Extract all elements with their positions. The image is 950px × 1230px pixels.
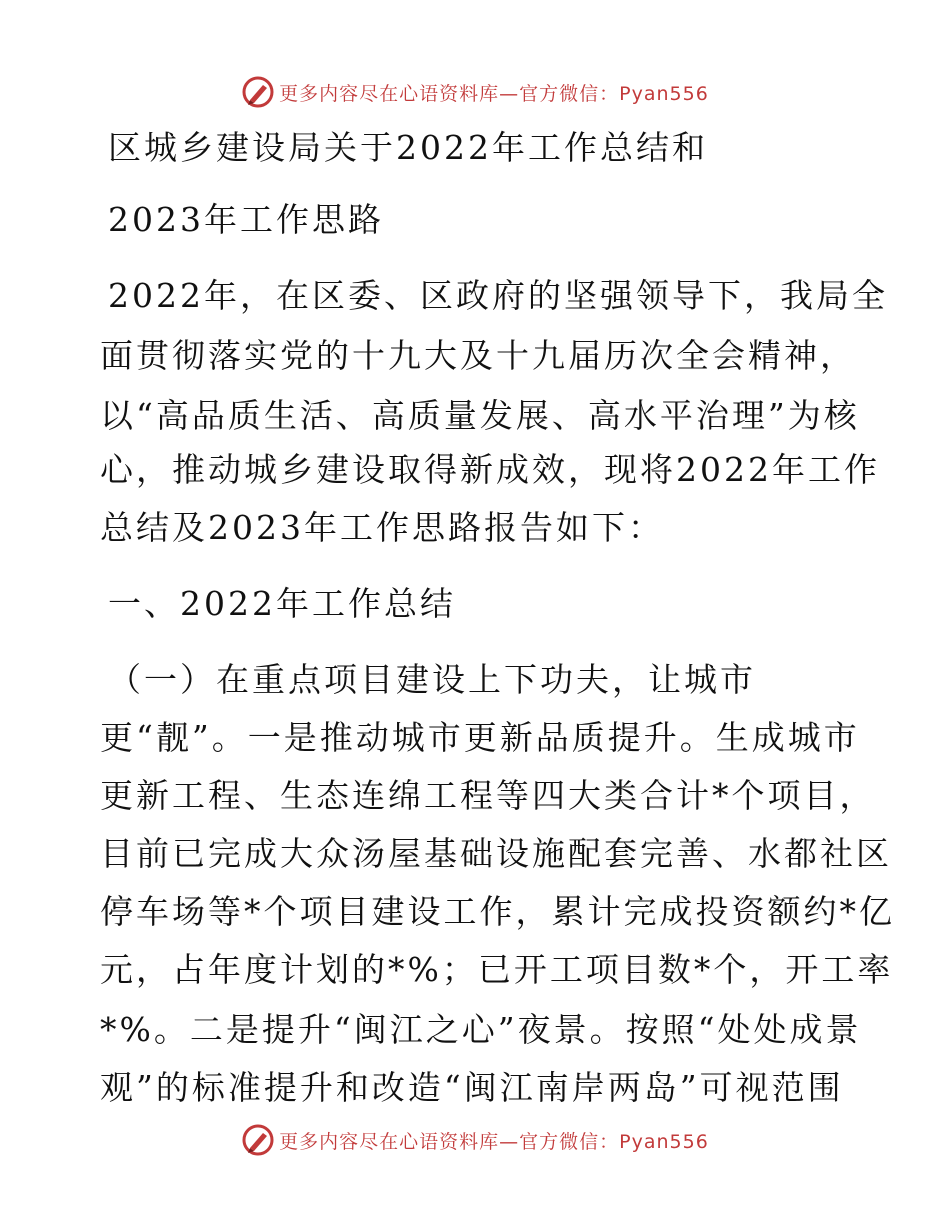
- watermark-text: 更多内容尽在心语资料库—官方微信：Pyan556: [279, 1130, 709, 1153]
- pen-logo-icon: [241, 75, 275, 109]
- watermark-banner-top: [0, 72, 950, 112]
- body-line: 更新工程、生态连绵工程等四大类合计*个项目，: [100, 776, 876, 815]
- intro-line: 总结及2023年工作思路报告如下：: [100, 508, 664, 547]
- watermark-text: 更多内容尽在心语资料库—官方微信：Pyan556: [279, 82, 709, 105]
- body-line: *%。二是提升“闽江之心”夜景。按照“处处成景: [100, 1010, 862, 1049]
- intro-line: 以“高品质生活、高质量发展、高水平治理”为核: [100, 396, 860, 435]
- body-line: 观”的标准提升和改造“闽江南岸两岛”可视范围: [100, 1068, 844, 1107]
- intro-line: 面贯彻落实党的十九大及十九届历次全会精神，: [100, 336, 856, 375]
- intro-line: 2022年，在区委、区政府的坚强领导下，我局全: [108, 276, 888, 315]
- body-line: 更“靓”。一是推动城市更新品质提升。生成城市: [100, 718, 860, 757]
- document-title-line-1: 区城乡建设局关于2022年工作总结和: [108, 128, 708, 167]
- document-title-line-2: 2023年工作思路: [108, 200, 384, 239]
- intro-line: 心，推动城乡建设取得新成效，现将2022年工作: [100, 450, 880, 489]
- subsection-heading: （一）在重点项目建设上下功夫，让城市: [108, 660, 756, 699]
- body-line: 停车场等*个项目建设工作，累计完成投资额约*亿: [100, 892, 895, 931]
- section-heading: 一、2022年工作总结: [108, 584, 456, 623]
- body-line: 目前已完成大众汤屋基础设施配套完善、水都社区: [100, 834, 892, 873]
- pen-logo-icon: [241, 1123, 275, 1157]
- watermark-banner-bottom: [0, 1120, 950, 1160]
- body-line: 元，占年度计划的*%；已开工项目数*个，开工率: [100, 950, 894, 989]
